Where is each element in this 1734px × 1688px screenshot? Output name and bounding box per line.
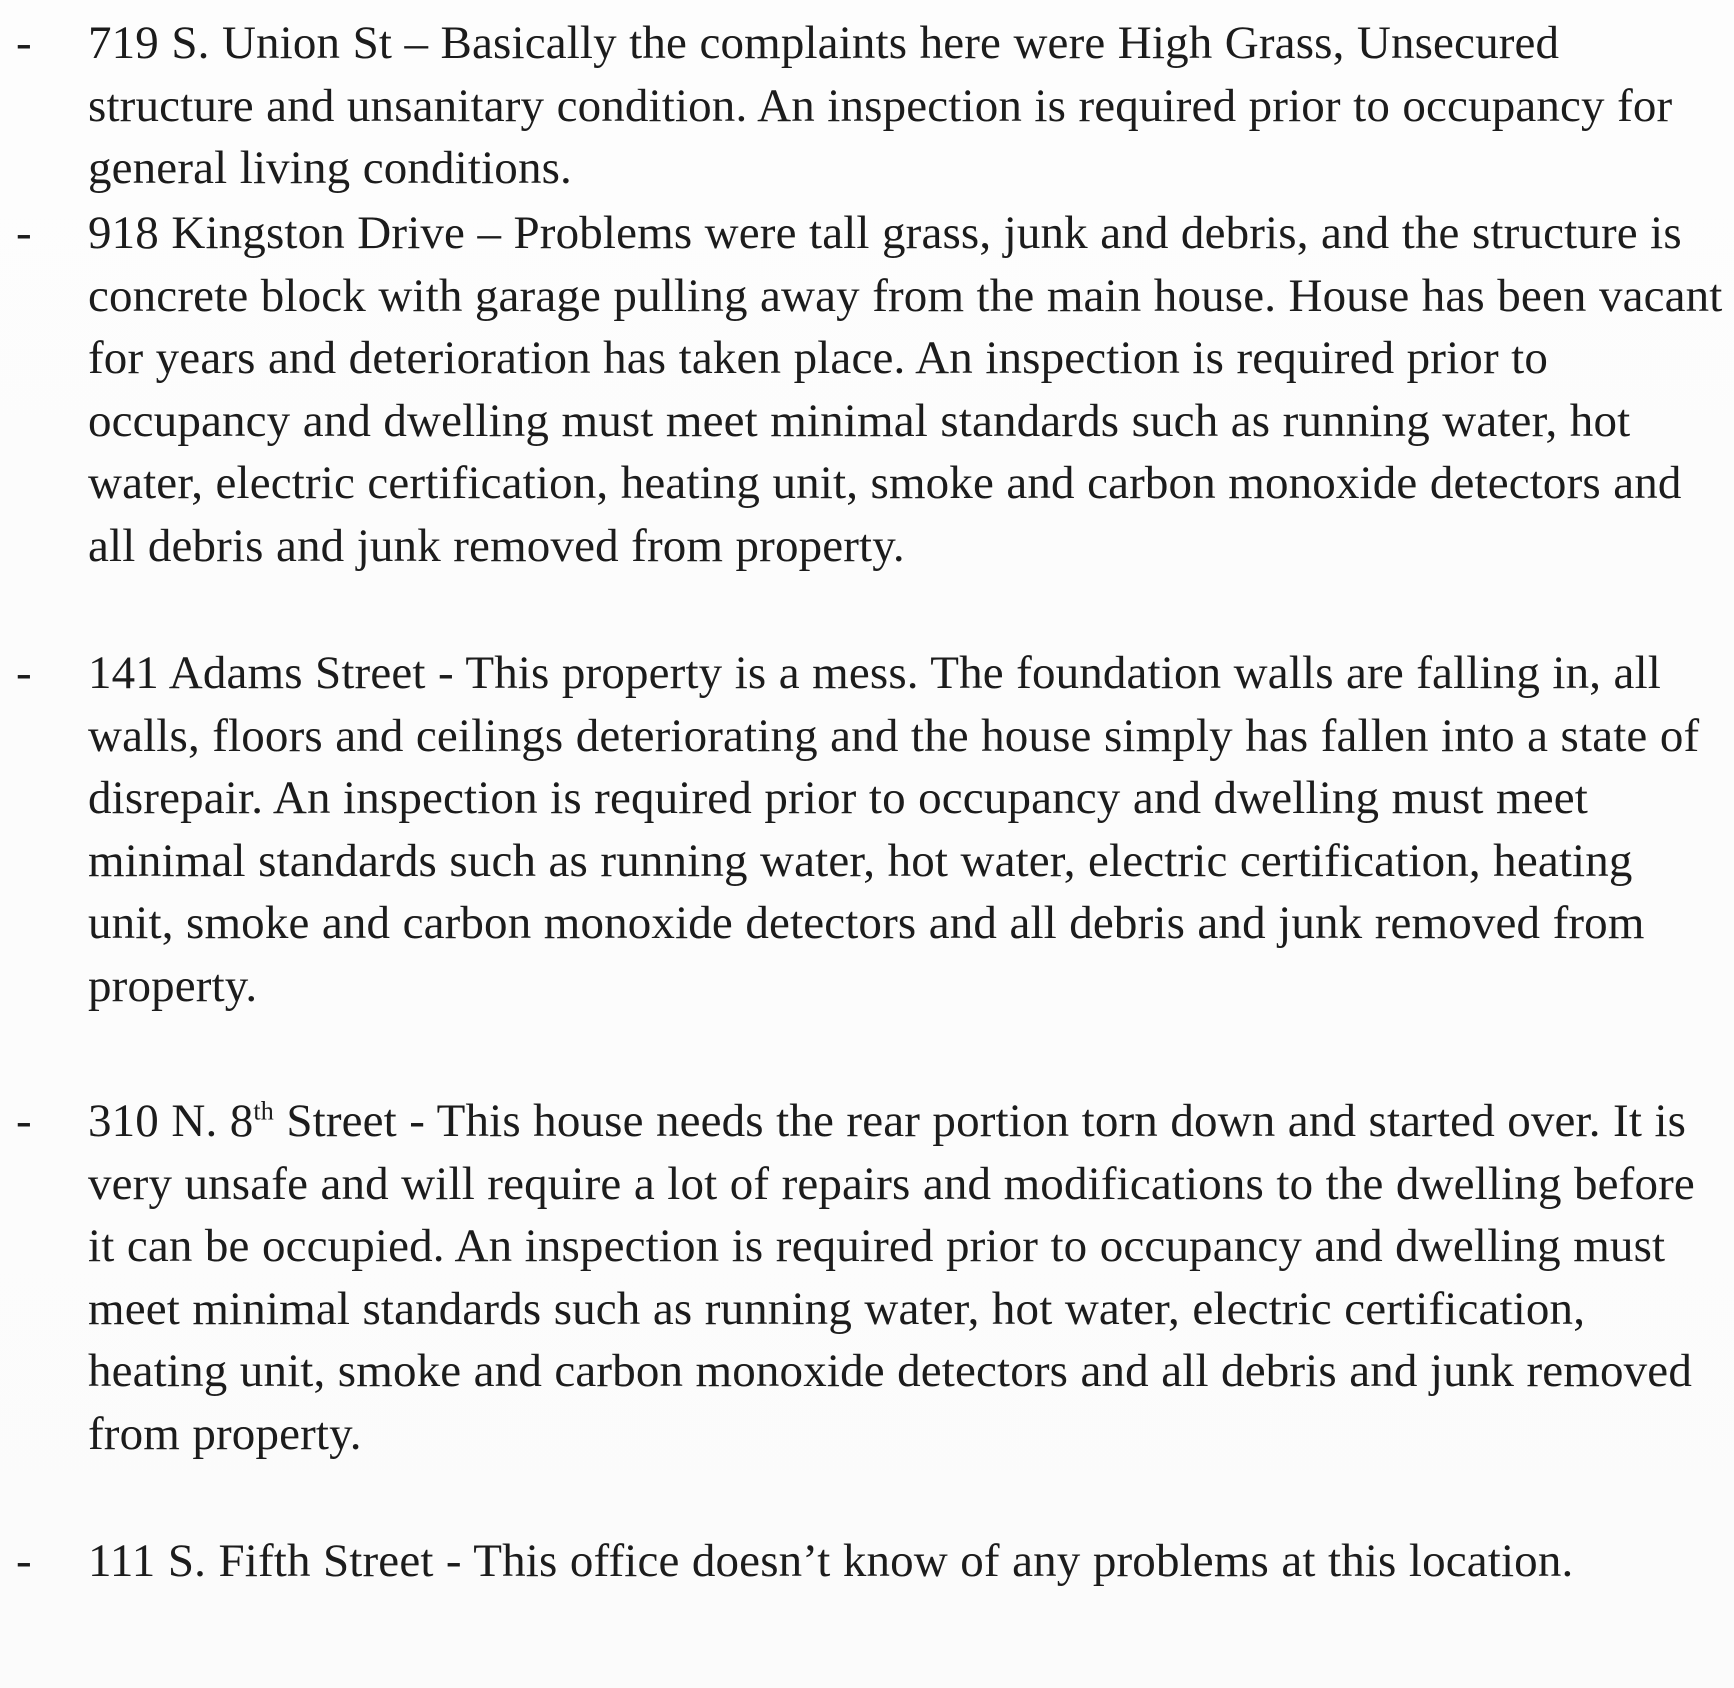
list-item-text: 111 S. Fifth Street - This office doesn’t know of any problems at this location. [88,1535,1574,1587]
list-bullet: - [16,647,32,699]
list-item-text: 918 Kingston Drive – Problems were tall grass, junk and debris, and the structure is concrete block with garage pulling away from the main house. House has been vacant for years and deterioration has taken place. An inspection is required prior to occupancy and dwelling must meet minimal standards such as running water, hot water, electric certification, heating unit, smoke and carbon monoxide detectors and all debris and junk removed from property. [88,207,1723,572]
item-text-rest: Street - This house needs the rear portion torn down and started over. It is very unsafe and will require a lot of repairs and modifications to the dwelling before it can be occupied. An inspection is required prior to occupancy and dwelling must meet minimal standards such as running water, hot water, electric certification, heating unit, smoke and carbon monoxide detectors and all debris and junk removed from property. [88,1095,1695,1460]
ordinal-suffix: th [253,1096,274,1126]
list-bullet: - [16,1095,32,1147]
list-item-text: 719 S. Union St – Basically the complaints here were High Grass, Unsecured structure and unsanitary condition. An inspection is required prior to occupancy for general living conditions. [88,17,1673,194]
list-item-text: 141 Adams Street - This property is a mess. The foundation walls are falling in, all walls, floors and ceilings deteriorating and the house simply has fallen into a state of disrepair. An inspection is required prior to occupancy and dwelling must meet minimal standards such as running water, hot water, electric certification, heating unit, smoke and carbon monoxide detectors and all debris and junk removed from property. [88,647,1700,1012]
list-bullet: - [16,1535,32,1587]
list-bullet: - [16,17,32,69]
address-prefix: 310 N. 8 [88,1095,254,1147]
list-bullet: - [16,207,32,259]
list-item-text [88,1090,1728,1465]
